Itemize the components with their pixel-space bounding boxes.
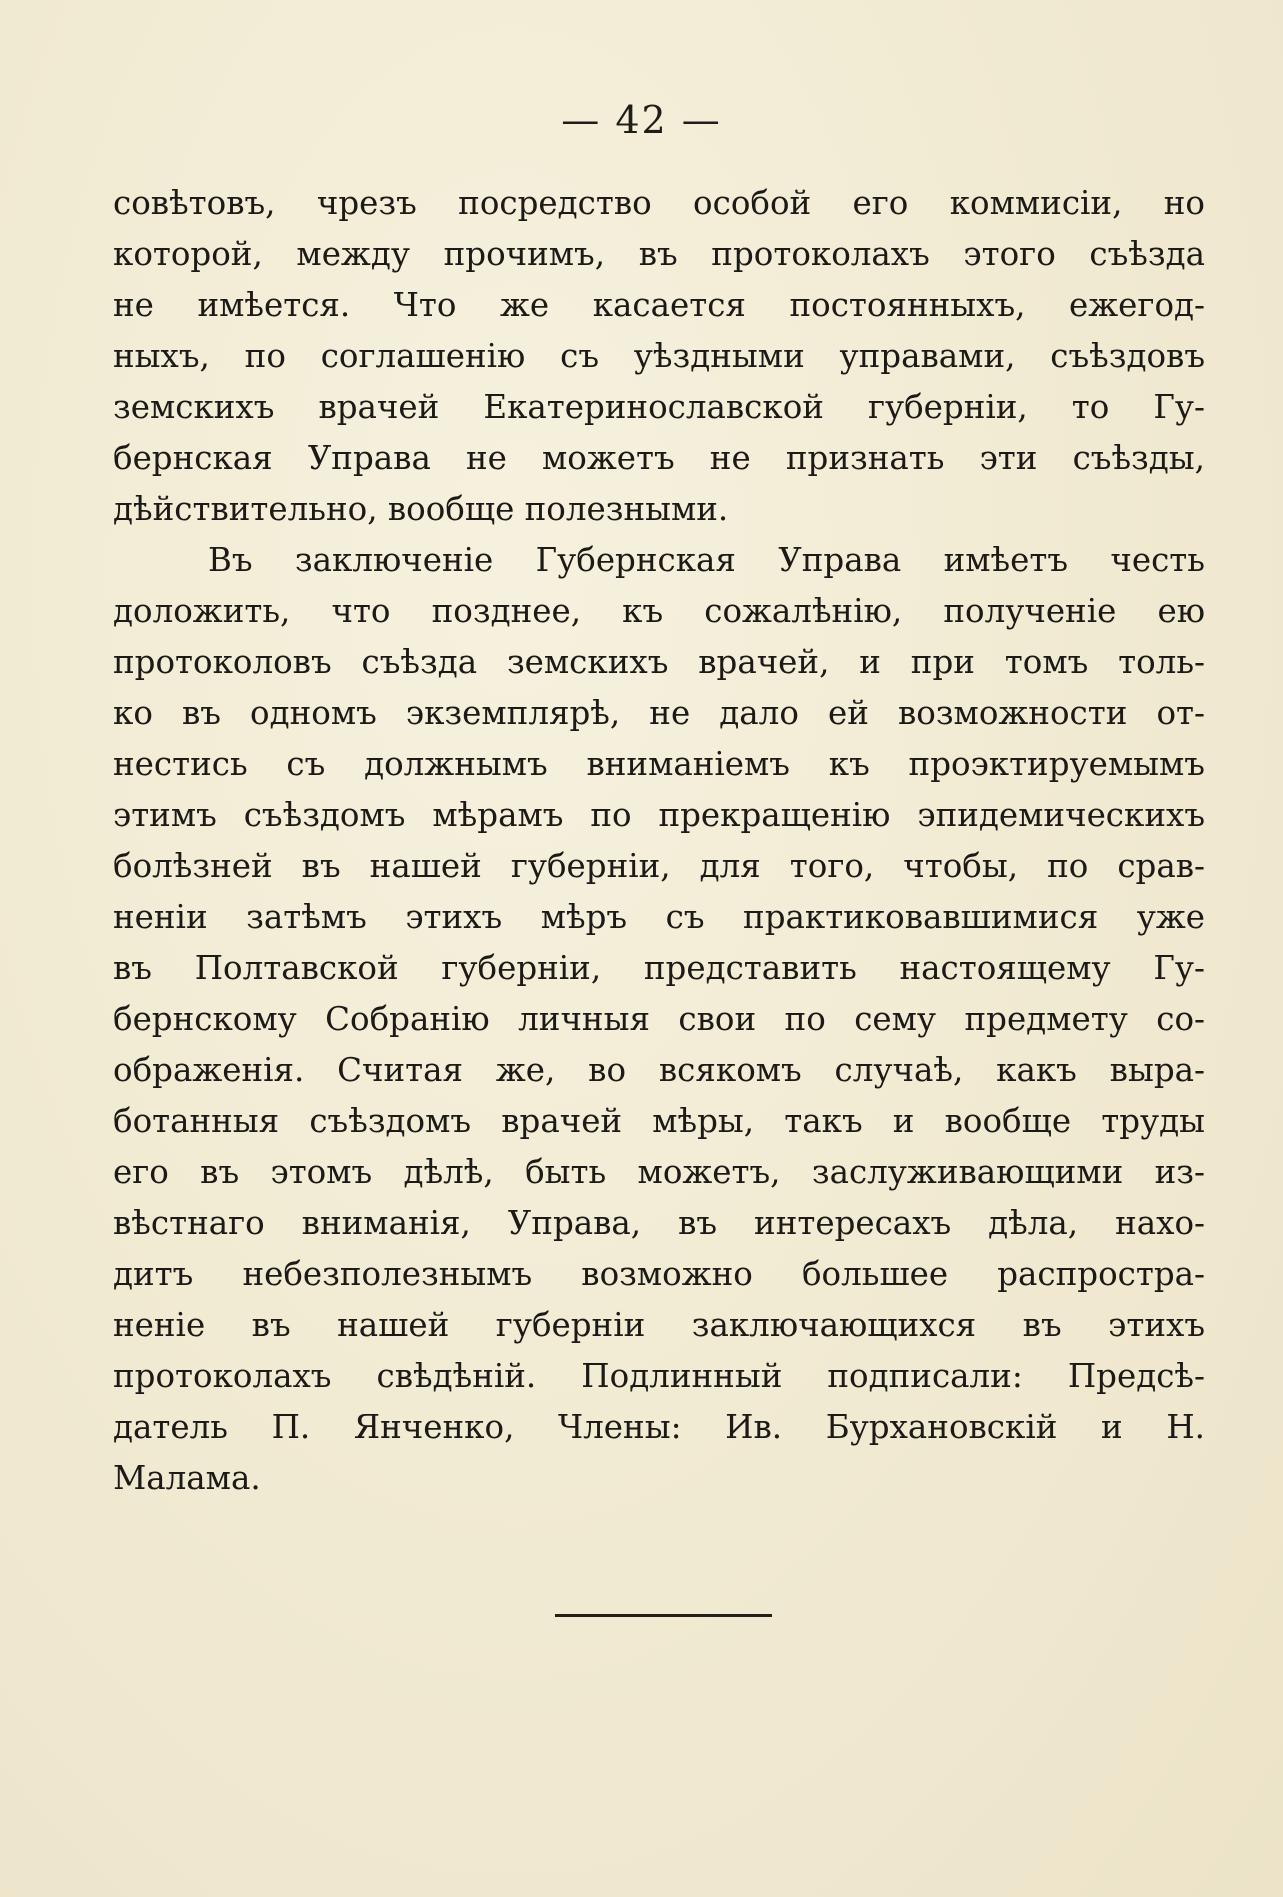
- section-divider: [555, 1614, 772, 1617]
- text-line: его въ этомъ дѣлѣ, быть можетъ, заслуживающими из-: [113, 1153, 1205, 1191]
- text-line: вѣстнаго вниманія, Управа, въ интересахъ дѣла, нахо-: [113, 1204, 1205, 1242]
- text-line: нестись съ должнымъ вниманіемъ къ проэктируемымъ: [113, 745, 1205, 783]
- text-line: протоколахъ свѣдѣній. Подлинный подписали: Предсѣ-: [113, 1357, 1205, 1395]
- text-line: ображенія. Считая же, во всякомъ случаѣ, какъ выра-: [113, 1051, 1205, 1089]
- text-line: которой, между прочимъ, въ протоколахъ этого съѣзда: [113, 235, 1205, 273]
- text-line: болѣзней въ нашей губерніи, для того, чтобы, по срав-: [113, 847, 1205, 885]
- text-line: ныхъ, по соглашенію съ уѣздными управами, съѣздовъ: [113, 337, 1205, 375]
- text-line: ко въ одномъ экземплярѣ, не дало ей возможности от-: [113, 694, 1205, 732]
- page-number: — 42 —: [561, 98, 722, 142]
- text-line: дитъ небезполезнымъ возможно большее распростра-: [113, 1255, 1205, 1293]
- text-line: бернская Управа не можетъ не признать эти съѣзды,: [113, 439, 1205, 477]
- text-line: датель П. Янченко, Члены: Ив. Бурхановскій и Н.: [113, 1408, 1205, 1446]
- text-line: неніе въ нашей губерніи заключающихся въ этихъ: [113, 1306, 1205, 1344]
- text-line: въ Полтавской губерніи, представить настоящему Гу-: [113, 949, 1205, 987]
- text-line: не имѣется. Что же касается постоянныхъ, ежегод-: [113, 286, 1205, 324]
- text-line: совѣтовъ, чрезъ посредство особой его коммисіи, но: [113, 184, 1205, 222]
- text-line: ботанныя съѣздомъ врачей мѣры, такъ и вообще труды: [113, 1102, 1205, 1140]
- text-line: Малама.: [113, 1459, 261, 1497]
- text-line: доложить, что позднее, къ сожалѣнію, полученіе ею: [113, 592, 1205, 630]
- text-line: дѣйствительно, вообще полезными.: [113, 490, 729, 528]
- text-line: протоколовъ съѣзда земскихъ врачей, и при томъ толь-: [113, 643, 1205, 681]
- paragraph-start-line: Въ заключеніе Губернская Управа имѣетъ честь: [208, 541, 1205, 579]
- body-text: [113, 178, 1205, 1504]
- text-line: бернскому Собранію личныя свои по сему предмету со-: [113, 1000, 1205, 1038]
- text-line: неніи затѣмъ этихъ мѣръ съ практиковавшимися уже: [113, 898, 1205, 936]
- text-line: этимъ съѣздомъ мѣрамъ по прекращенію эпидемическихъ: [113, 796, 1205, 834]
- text-line: земскихъ врачей Екатеринославской губерніи, то Гу-: [113, 388, 1205, 426]
